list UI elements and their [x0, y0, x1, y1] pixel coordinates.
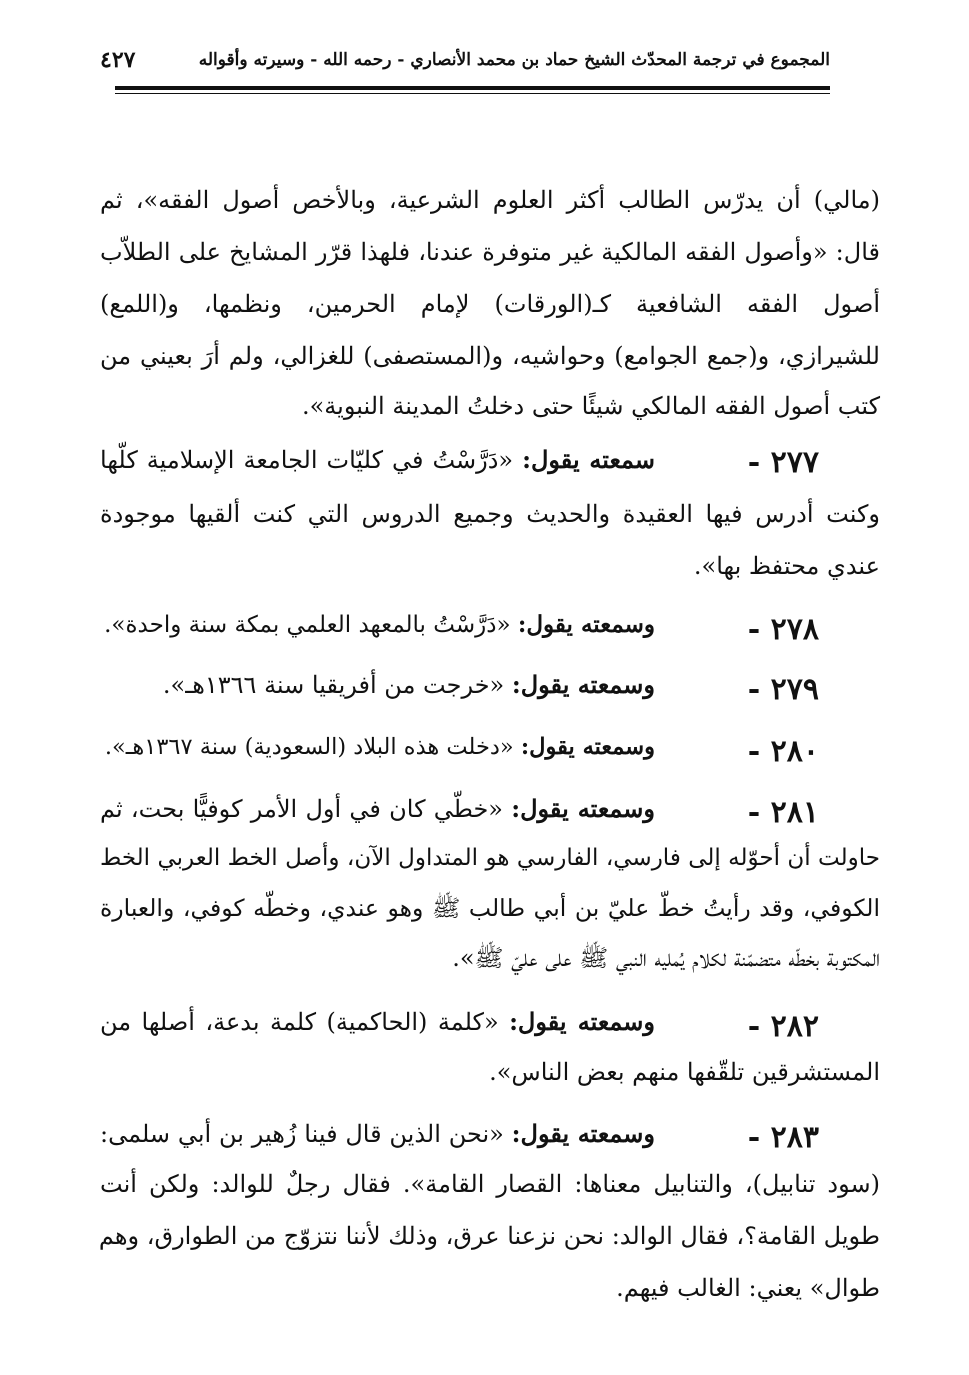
- entry-quote: «خرجت من أفريقيا سنة ١٣٦٦هـ».: [162, 671, 505, 699]
- entry-quote: «كلمة (الحاكمية) كلمة بدعة، أصلها من: [100, 1008, 499, 1036]
- text-line: (سود تنابيل)، والتنابيل معناها: القصار القامة». فقال رجلٌ للوالد: ولكن أنت: [100, 1170, 880, 1198]
- entry-quote: «دَرَّسْتُ في كليّات الجامعة الإسلامية كلّها: [100, 446, 514, 474]
- entry-lead: وسمعته يقول:: [511, 1119, 655, 1148]
- entry-lead: سمعته يقول:: [522, 445, 656, 474]
- entry-number: ٢٨٢ -: [747, 1009, 819, 1044]
- entry-first-line: [100, 727, 655, 767]
- text-line: حاولت أن أحوّله إلى فارسي، الفارسي هو المتداول الآن، وأصل الخط العربي الخط: [100, 845, 880, 871]
- entry-number: ٢٨٣ -: [747, 1120, 819, 1155]
- text-line: طوال» يعني: الغالب فيهم.: [616, 1274, 880, 1302]
- entry-first-line: [100, 1114, 655, 1154]
- entry-quote: «دخلت هذه البلاد (السعودية) سنة ١٣٦٧هـ».: [104, 734, 514, 760]
- text-line: المستشرقين تلقّفها منهم بعض الناس».: [489, 1058, 880, 1086]
- entry-first-line: [100, 1002, 655, 1042]
- text-line: للشيرازي، و(جمع الجوامع) وحواشيه، و(المستصفى) للغزالي، ولم أرَ بعيني من: [100, 342, 880, 370]
- header-rule-thin: [115, 93, 830, 94]
- entry-first-line: [100, 440, 655, 480]
- entry-lead: وسمعته يقول:: [520, 734, 655, 760]
- text-line: المكتوبة بخطّه متضمّنة لكلام يُمليه النبي ﷺ على عليّ ﷺ».: [452, 944, 880, 972]
- page-number: ٤٢٧: [100, 47, 136, 73]
- text-line: وكنت أدرس فيها العقيدة والحديث وجميع الدروس التي كنت ألقيها موجودة: [100, 500, 880, 528]
- running-header: [100, 40, 830, 80]
- entry-number: ٢٨١ -: [747, 795, 819, 830]
- header-rule-thick: [115, 86, 830, 90]
- entry-number: ٢٧٩ -: [747, 672, 819, 707]
- entry-number: ٢٨٠ -: [747, 734, 819, 769]
- entry-number: ٢٧٨ -: [747, 612, 819, 647]
- header-title: المجموع في ترجمة المحدّث الشيخ حماد بن محمد الأنصاري - رحمه الله - وسيرته وأقواله: [198, 50, 830, 70]
- text-line: الكوفي، وقد رأيتُ خطّ عليّ بن أبي طالب ﷺ وهو عندي، وخطّه كوفي، والعبارة: [100, 894, 880, 922]
- text-line: قال: «وأصول الفقه المالكية غير متوفرة عندنا، فلهذا قرّر المشايخ على الطلاّب: [100, 238, 880, 266]
- entry-number: ٢٧٧ -: [747, 445, 819, 480]
- entry-lead: وسمعته يقول:: [511, 670, 655, 699]
- entry-first-line: [100, 665, 655, 705]
- text-line: عندي محتفظ بها».: [693, 552, 880, 580]
- entry-quote: «خطّي كان في أول الأمر كوفيًّا بحت، ثم: [100, 795, 503, 823]
- text-line: أصول الفقه الشافعية كـ(الورقات) لإمام الحرمين، ونظمها، و(اللمع): [100, 290, 880, 318]
- entry-first-line: [100, 789, 655, 829]
- entry-quote: «نحن الذين قال فينا زُهير بن أبي سلمى:: [100, 1120, 504, 1148]
- entry-quote: «دَرَّسْتُ بالمعهد العلمي بمكة سنة واحدة».: [104, 612, 511, 638]
- text-line: (مالي) أن يدرّس الطالب أكثر العلوم الشرعية، وبالأخص أصول الفقه»، ثم: [100, 186, 880, 214]
- text-line: طويل القامة؟، فقال الوالد: نحن نزعنا عرق، وذلك لأننا نتزوّج من الطوارق، وهم: [98, 1222, 880, 1250]
- entry-lead: وسمعته يقول:: [511, 794, 655, 823]
- entry-lead: وسمعته يقول:: [517, 611, 655, 638]
- text-line: كتب أصول الفقه المالكي شيئًا حتى دخلتُ المدينة النبوية».: [301, 392, 880, 420]
- entry-first-line: [100, 605, 655, 645]
- entry-lead: وسمعته يقول:: [509, 1007, 655, 1036]
